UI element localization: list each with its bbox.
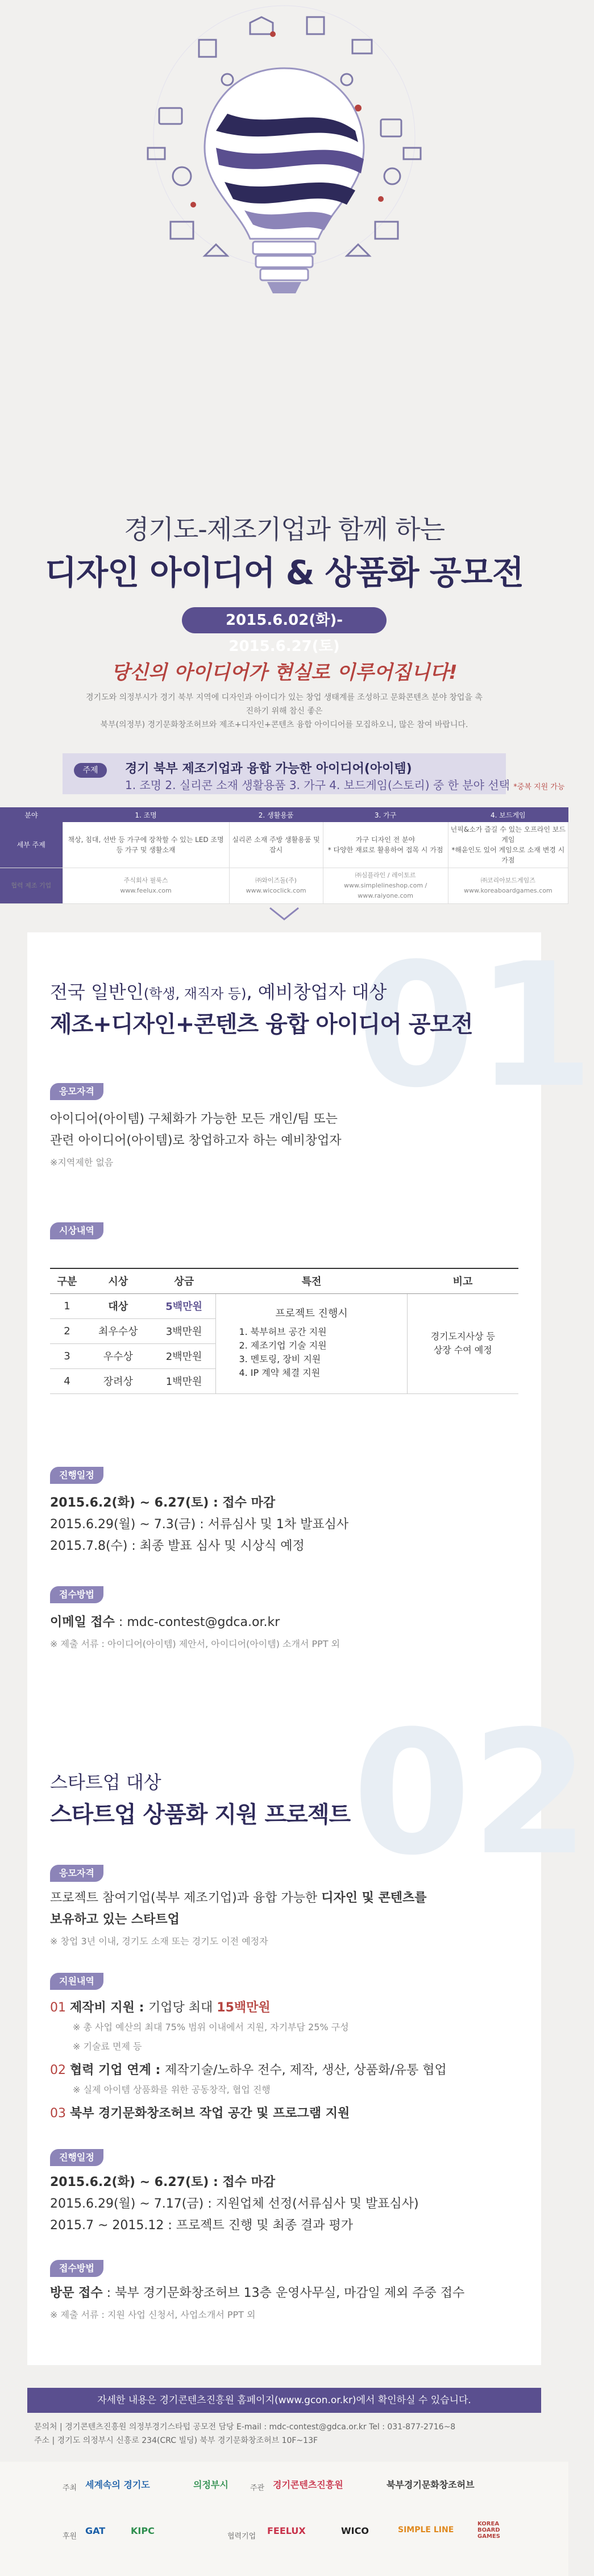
gcon-logo: 경기콘텐츠진흥원 — [273, 2479, 343, 2490]
prize-rank: 3 — [50, 1343, 84, 1368]
prize-th-4: 특전 — [216, 1268, 407, 1293]
prize-money: 3백만원 — [152, 1318, 216, 1343]
category-company-4: ㈜코리아보드게임즈 www.koreaboardgames.com — [448, 868, 568, 904]
support-2-note: ※ 실제 아이템 상품화를 위한 공동창작, 협업 진행 — [73, 2084, 271, 2095]
category-company-1: 주식회사 필룩스 www.feelux.com — [63, 868, 229, 904]
feelux-logo: FEELUX — [267, 2525, 306, 2536]
slogan: 당신의 아이디어가 현실로 이루어집니다! — [111, 661, 458, 684]
theme-badge: 주제 — [74, 763, 107, 778]
support-1-note-1: ※ 총 사업 예산의 최대 75% 범위 이내에서 지원, 자기부담 25% 구성 — [73, 2022, 349, 2032]
hero-title: 디자인 아이디어 & 상품화 공모전 — [45, 553, 524, 592]
apply-address: : 북부 경기문화창조허브 13층 운영사무실, 마감일 제외 주중 접수 — [102, 2286, 465, 2300]
category-detail-4: 넌픽&소가 즐길 수 있는 오프라인 보드게임 *해윤인도 있어 게임으로 소재 변경 시 가점 — [448, 822, 568, 868]
footer-contact-1: 문의처 | 경기콘텐츠진흥원 의정부경기스타텁 공모전 담당 E-mail : mdc-contest@gdca.or.kr Tel : 031-877-2716~8 — [34, 2422, 456, 2432]
prize-award: 장려상 — [84, 1368, 152, 1393]
category-company-3: ㈜심플라인 / 레이토르 www.simplelineshop.com / www.raiyone.com — [323, 868, 448, 904]
benefit-item: 1. 북부허브 공간 지원 — [239, 1326, 327, 1337]
prize-th-2: 시상 — [84, 1268, 152, 1293]
section-1-number: 01 — [357, 927, 594, 1125]
sponsor-area — [0, 2462, 568, 2576]
schedule-line-3: 2015.7 ~ 2015.12 : 프로젝트 진행 및 최종 결과 평가 — [50, 2218, 354, 2233]
qual-pre: 프로젝트 참여기업(북부 제조기업)과 융합 가능한 — [50, 1891, 322, 1905]
support-2-text: 제작기술/노하우 전수, 제작, 생산, 상품화/유통 협업 — [164, 2063, 447, 2077]
category-col-3: 3. 가구 — [323, 807, 448, 822]
support-2-label: 협력 기업 연계 : — [70, 2063, 165, 2077]
section-1-apply — [50, 1612, 340, 1655]
chevron-down-icon — [267, 905, 301, 922]
prize-money: 1백만원 — [152, 1368, 216, 1393]
category-detail-3: 가구 디자인 전 분야 * 다양한 재료로 활용하여 접목 시 가점 — [323, 822, 448, 868]
apply-email: : mdc-contest@gdca.or.kr — [114, 1615, 280, 1629]
section-2-apply-badge: 접수방법 — [50, 2260, 103, 2277]
theme-note: *중복 지원 가능 — [513, 783, 565, 791]
sponsor-label: 후원 — [63, 2532, 77, 2541]
benefit-item: 3. 멘토링, 장비 지원 — [239, 1354, 321, 1364]
footer-notice: 자세한 내용은 경기콘텐츠진흥원 홈페이지(www.gcon.or.kr)에서 확인하실 수 있습니다. — [27, 2388, 541, 2413]
section-2-schedule — [50, 2172, 419, 2237]
prize-benefits — [216, 1293, 407, 1393]
qual-line-2: 보유하고 있는 스타트업 — [50, 1913, 180, 1927]
benefit-item: 2. 제조기업 기술 지원 — [239, 1340, 327, 1351]
category-company-2: ㈜와이즈돌(주) www.wicoclick.com — [229, 868, 323, 904]
section-2-number: 02 — [352, 1694, 590, 1893]
qual-bold: 디자인 및 콘텐츠를 — [321, 1891, 427, 1905]
section-2-qual-badge: 응모자격 — [50, 1865, 103, 1882]
prize-remark: 경기도지사상 등 상장 수여 예정 — [407, 1293, 518, 1393]
support-1-text: 기업당 최대 — [148, 2001, 217, 2015]
footer-contact-2: 주소 | 경기도 의정부시 신흥로 234(CRC 빌딩) 북부 경기문화창조허브 10F~13F — [34, 2436, 318, 2445]
hub-logo: 북부경기문화창조허브 — [387, 2479, 475, 2490]
uijeongbu-logo: 의정부시 — [193, 2479, 229, 2490]
koreaboardgames-logo: KOREA BOARD GAMES — [477, 2521, 500, 2540]
prize-th-3: 상금 — [152, 1268, 216, 1293]
section-2-schedule-badge: 진행일정 — [50, 2149, 103, 2166]
qual-line-2: 관련 아이디어(아이템)로 창업하고자 하는 예비창업자 — [50, 1134, 342, 1148]
apply-method: 방문 접수 — [50, 2286, 103, 2300]
category-col-2: 2. 생활용품 — [229, 807, 323, 822]
schedule-line-2: 2015.6.29(월) ~ 7.3(금) : 서류심사 및 1차 발표심사 — [50, 1517, 349, 1532]
category-detail-1: 책상, 침대, 선반 등 가구에 장착할 수 있는 LED 조명 등 가구 및 생활소재 — [63, 822, 229, 868]
benefit-title: 프로젝트 진행시 — [275, 1308, 348, 1320]
section-2-apply — [50, 2283, 464, 2326]
qual-note: ※ 창업 3년 이내, 경기도 소재 또는 경기도 이전 예정자 — [50, 1936, 268, 1947]
theme-items-text: 1. 조명 2. 실리콘 소재 생활용품 3. 가구 4. 보드게임(스토리) 중 한 분야 선택 — [125, 778, 510, 792]
host-label: 주최 — [63, 2484, 77, 2492]
section-1-schedule-badge: 진행일정 — [50, 1467, 103, 1484]
gat-logo: GAT — [85, 2525, 106, 2536]
prize-th-5: 비고 — [407, 1268, 518, 1293]
section-1-award-badge: 시상내역 — [50, 1222, 103, 1239]
category-table — [0, 807, 568, 904]
prize-table — [50, 1268, 518, 1394]
prize-rank: 1 — [50, 1293, 84, 1318]
schedule-line-2: 2015.6.29(월) ~ 7.17(금) : 지원업체 선정(서류심사 및 발표심사) — [50, 2197, 419, 2211]
support-1-amount: 15백만원 — [217, 2001, 271, 2015]
support-3-label: 북부 경기문화창조허브 작업 공간 및 프로그램 지원 — [70, 2106, 350, 2121]
simpleline-logo: SIMPLE LINE — [398, 2525, 454, 2534]
prize-rank: 2 — [50, 1318, 84, 1343]
qual-line-1: 아이디어(아이템) 구체화가 가능한 모든 개인/팀 또는 — [50, 1112, 338, 1126]
kipc-logo: KIPC — [131, 2525, 155, 2536]
schedule-line-3: 2015.7.8(수) : 최종 발표 심사 및 시상식 예정 — [50, 1539, 305, 1553]
prize-award: 대상 — [84, 1293, 152, 1318]
organizer-label: 주관 — [250, 2484, 265, 2492]
partner-label: 협력기업 — [227, 2532, 256, 2541]
hero-subtitle: 경기도-제조기업과 함께 하는 — [123, 514, 445, 545]
benefit-item: 4. IP 계약 체결 지원 — [239, 1367, 321, 1378]
schedule-line-1: 2015.6.2(화) ~ 6.27(토) : 접수 마감 — [50, 1496, 276, 1510]
section-1-schedule — [50, 1492, 348, 1557]
category-header-label: 분야 — [0, 807, 63, 822]
section-1-apply-badge: 접수방법 — [50, 1586, 103, 1603]
category-detail-2: 실리콘 소재 주방 생활용품 및 잡시 — [229, 822, 323, 868]
target-pre: 전국 일반인 — [50, 981, 144, 1003]
lightbulb-illustration — [193, 51, 375, 313]
gyeonggi-logo: 세계속의 경기도 — [85, 2479, 150, 2490]
prize-money: 5백만원 — [152, 1293, 216, 1318]
section-1-title: 제조+디자인+콘텐츠 융합 아이디어 공모전 — [50, 1011, 473, 1038]
prize-th-1: 구분 — [50, 1268, 84, 1293]
theme-title: 경기 북부 제조기업과 융합 가능한 아이디어(아이템) — [125, 762, 412, 776]
apply-note: ※ 제출 서류 : 지원 사업 신청서, 사업소개서 PPT 외 — [50, 2309, 256, 2320]
schedule-line-1: 2015.6.2(화) ~ 6.27(토) : 접수 마감 — [50, 2175, 276, 2189]
support-1-label: 제작비 지원 : — [70, 2001, 149, 2015]
prize-award: 최우수상 — [84, 1318, 152, 1343]
prize-money: 2백만원 — [152, 1343, 216, 1368]
category-col-1: 1. 조명 — [63, 807, 229, 822]
section-2-target: 스타트업 대상 — [50, 1772, 161, 1793]
support-num-1: 01 — [50, 2001, 66, 2015]
support-num-2: 02 — [50, 2063, 66, 2077]
prize-rank: 4 — [50, 1368, 84, 1393]
qual-note: ※지역제한 없음 — [50, 1157, 114, 1168]
category-row-company-label: 협력 제조 기업 — [0, 868, 63, 904]
section-2-support — [50, 1998, 447, 2123]
support-1-note-2: ※ 기술료 면제 등 — [73, 2041, 142, 2052]
target-post: , 예비창업자 대상 — [246, 981, 387, 1003]
apply-method: 이메일 접수 — [50, 1615, 115, 1629]
intro-line-1: 경기도와 의정부시가 경기 북부 지역에 디자인과 아이디가 있는 창업 생태계를 조성하고 문화콘텐츠 분야 창업을 촉진하기 위해 참신 좋은 — [86, 693, 483, 716]
target-mid: (학생, 재직자 등) — [143, 986, 247, 1002]
section-1-qual-text — [50, 1109, 342, 1173]
section-2-title: 스타트업 상품화 지원 프로젝트 — [50, 1802, 351, 1828]
apply-note: ※ 제출 서류 : 아이디어(아이템) 제안서, 아이디어(아이템) 소개서 PPT 외 — [50, 1638, 340, 1649]
wico-logo: WICO — [341, 2525, 369, 2536]
category-row-detail-label: 세부 주제 — [0, 822, 63, 868]
category-col-4: 4. 보드게임 — [448, 807, 568, 822]
date-pill: 2015.6.02(화)- 2015.6.27(토) — [182, 607, 387, 633]
intro-text — [85, 691, 483, 732]
intro-line-2: 북부(의정부) 경기문화창조허브와 제조+디자인+콘텐츠 융합 아이디어를 모집하오니, 많은 참여 바랍니다. — [100, 720, 468, 729]
section-2-support-badge: 지원내역 — [50, 1973, 103, 1990]
section-1-qual-badge: 응모자격 — [50, 1083, 103, 1100]
section-1-target — [50, 978, 387, 1004]
prize-award: 우수상 — [84, 1343, 152, 1368]
section-2-qual-text — [50, 1888, 427, 1952]
support-num-3: 03 — [50, 2106, 66, 2121]
theme-items — [125, 776, 564, 793]
